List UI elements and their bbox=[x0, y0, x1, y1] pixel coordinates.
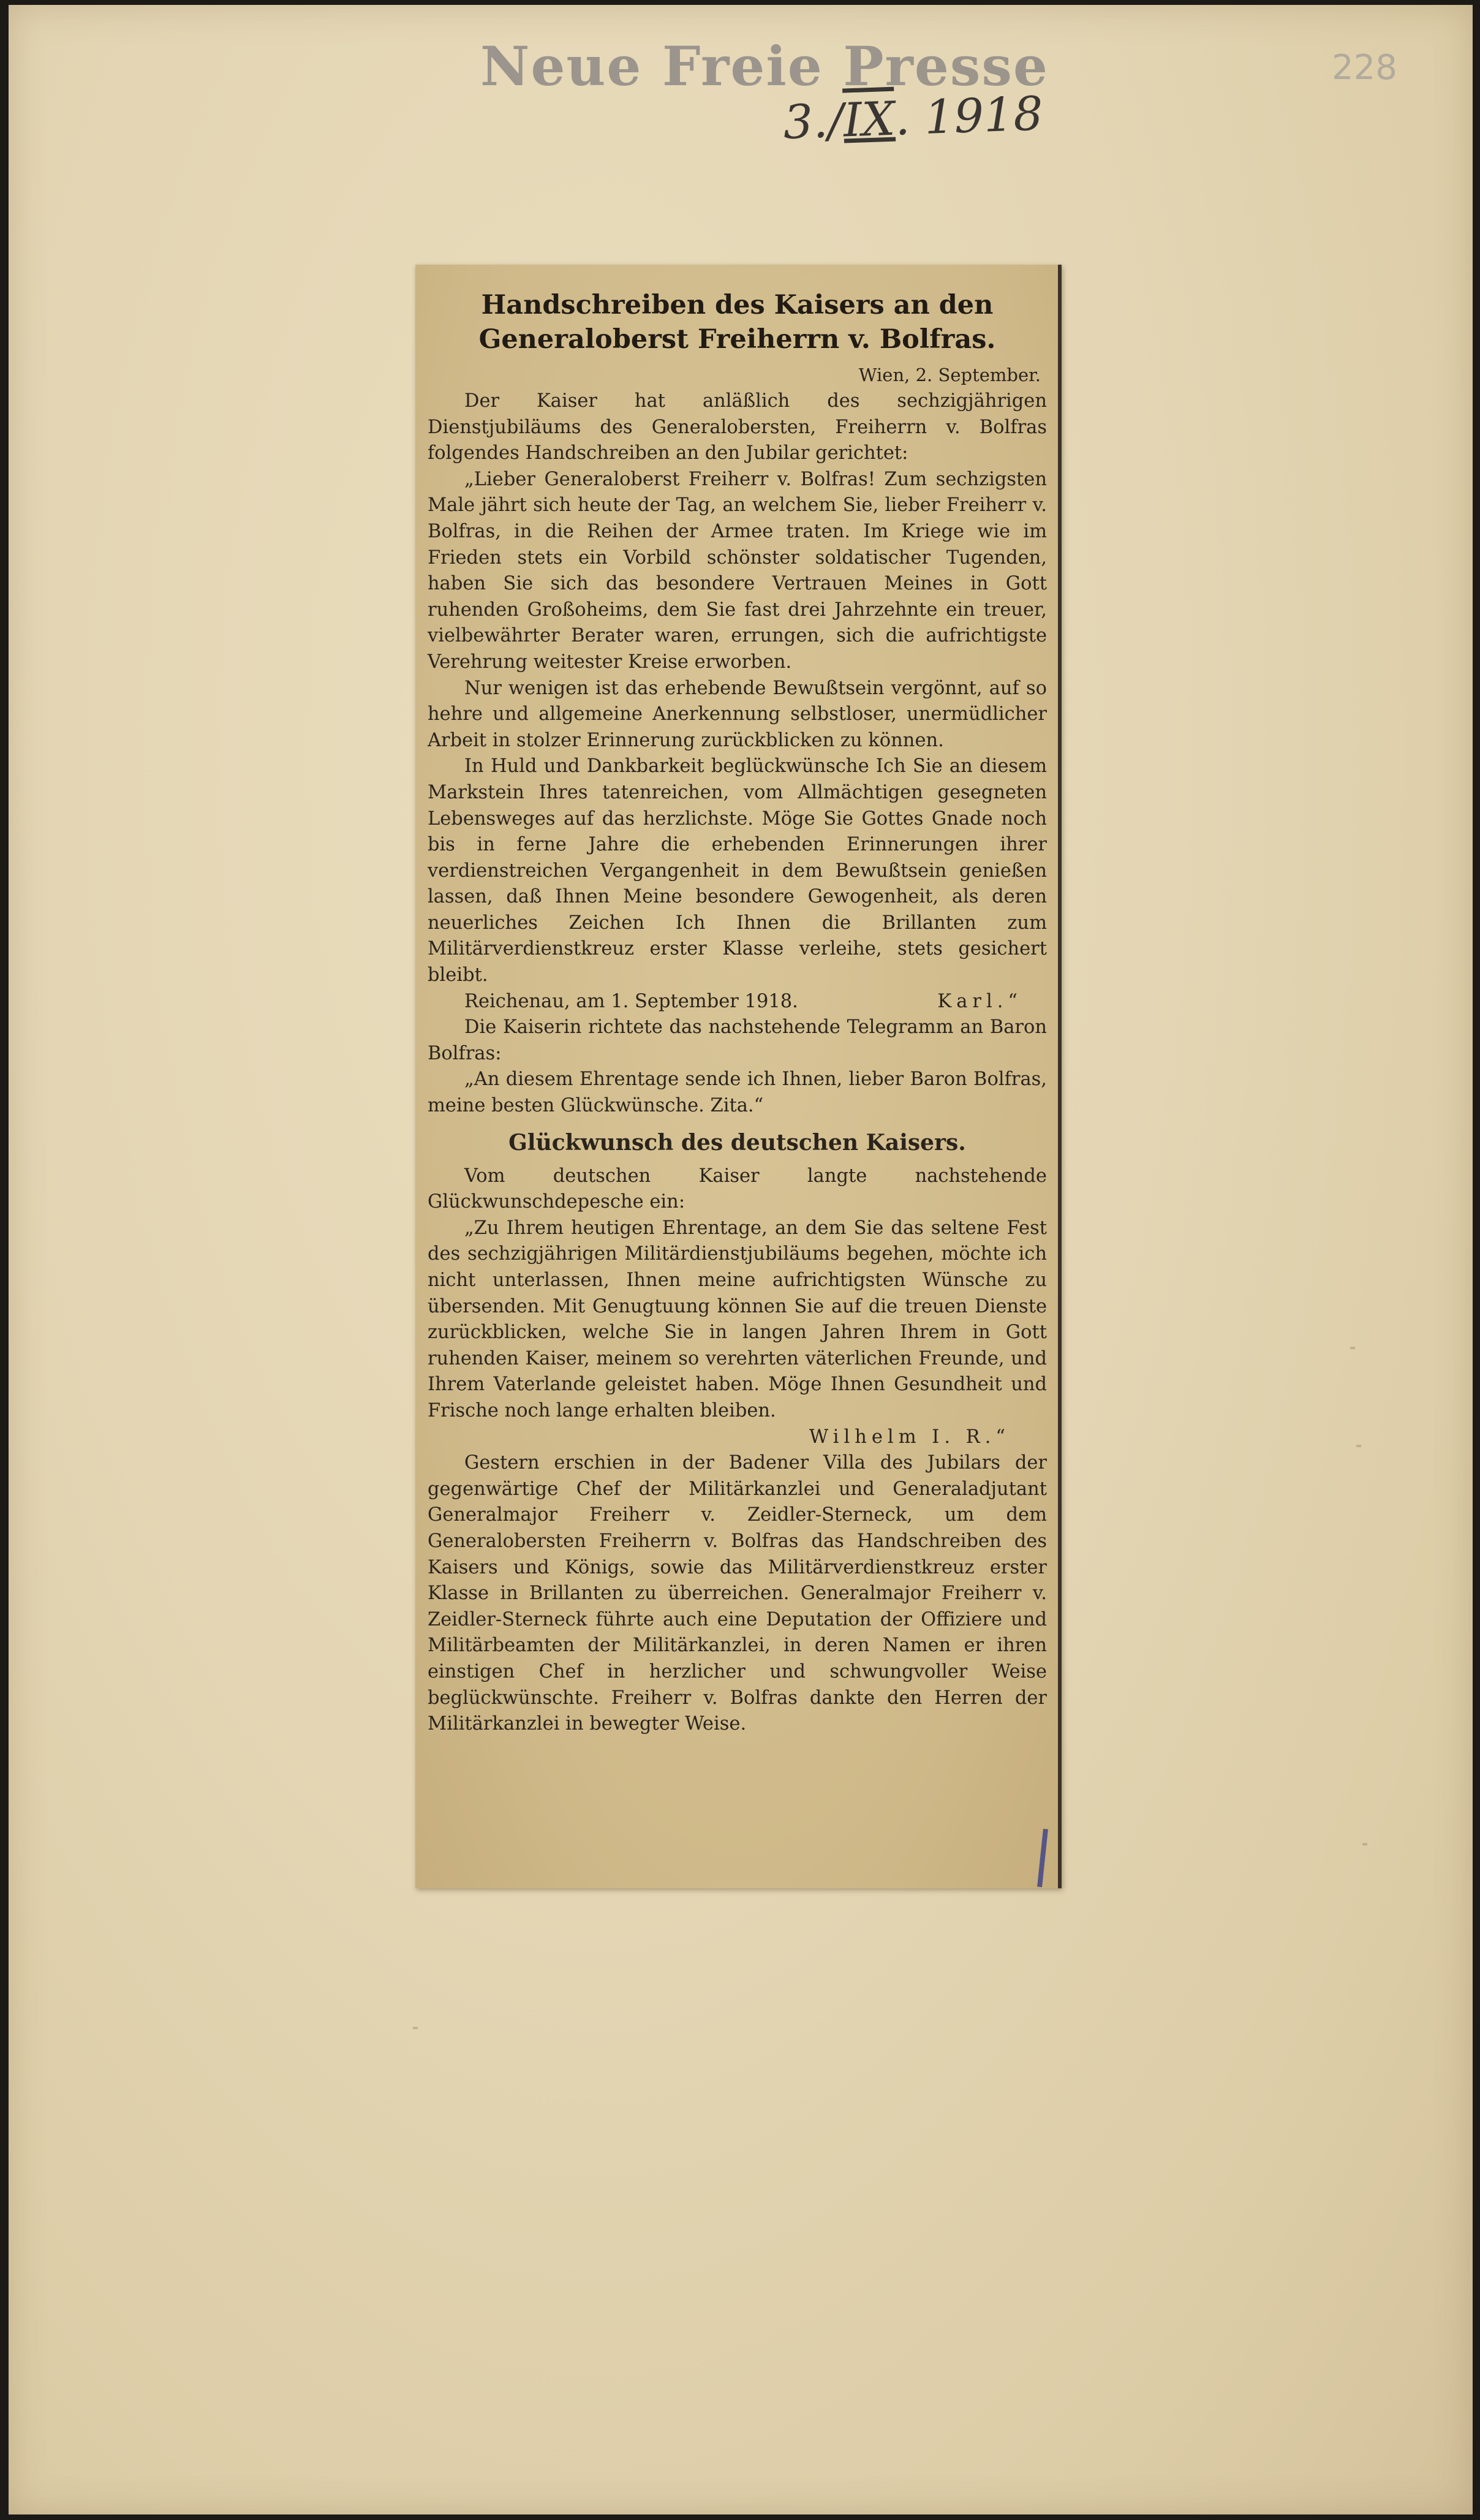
paper-spot bbox=[1356, 1445, 1361, 1447]
paper-spot bbox=[413, 2027, 418, 2029]
article-title: Handschreiben des Kaisers an den Generaloberst Freiherrn v. Bolfras. bbox=[478, 290, 996, 355]
place-date: Reichenau, am 1. September 1918. bbox=[464, 990, 798, 1012]
date-prefix: 3./ bbox=[782, 93, 845, 149]
page-number: 228 bbox=[1332, 48, 1397, 88]
telegram-paragraph: „An diesem Ehrentage sende ich Ihnen, lieber Baron Bolfras, meine besten Glückwünsche. Zita.“ bbox=[428, 1069, 1047, 1117]
date-suffix: . 1918 bbox=[894, 86, 1044, 146]
signature-karl: Karl.“ bbox=[937, 990, 1022, 1012]
article-subheading: Glückwunsch des deutschen Kaisers. bbox=[508, 1129, 966, 1156]
letter-paragraph: In Huld und Dankbarkeit beglückwünsche Ich Sie an diesem Markstein Ihres tatenreichen, vom Allmächtigen gesegneten Lebensweges auf das herzlichste. Möge Sie Gottes Gnade noch bis in ferne Jahre die erhebenden Erinnerungen ihrer verdienstreichen Vergangenheit in dem Bewußtsein genießen lassen, daß Ihnen Meine besondere Gewogenheit, als deren neuerliches Zeichen Ich Ihnen die Brillanten zum Militärverdienstkreuz erster Klasse verleihe, stets gesichert bleibt. bbox=[428, 755, 1047, 986]
newspaper-stamp: Neue Freie Presse bbox=[480, 34, 1049, 98]
telegram-paragraph: „Zu Ihrem heutigen Ehrentage, an dem Sie das seltene Fest des sechzigjährigen Militärdienstjubiläums begehen, möchte ich nicht unterlassen, Ihnen meine aufrichtigsten Wünsche zu übersenden. Mit Genugtuung können Sie auf die treuen Dienste zurückblicken, welche Sie in langen Jahren Ihrem in Gott ruhenden Kaiser, meinem so verehrten väterlichen Freunde, und Ihrem Vaterlande geleistet haben. Möge Ihnen Gesundheit und Frische noch lange erhalten bleiben. bbox=[428, 1217, 1047, 1421]
date-month: IX bbox=[842, 91, 896, 148]
letter-closing bbox=[428, 989, 1047, 1015]
article-paragraph: Der Kaiser hat anläßlich des sechzigjährigen Dienstjubiläums des Generalobersten, Freiherrn v. Bolfras folgendes Handschreiben an den Jubilar gerichtet: bbox=[428, 390, 1047, 464]
letter-paragraph: „Lieber Generaloberst Freiherr v. Bolfras! Zum sechzigsten Male jährt sich heute der Tag, an welchem Sie, lieber Freiherr v. Bolfras, in die Reihen der Armee traten. Im Kriege wie im Frieden stets ein Vorbild schönster soldatischer Tugenden, haben Sie sich das besondere Vertrauen Meines in Gott ruhenden Großoheims, dem Sie fast drei Jahrzehnte ein treuer, vielbewährter Berater waren, errungen, sich die aufrichtigste Verehrung weitester Kreise erworben. bbox=[428, 468, 1047, 673]
article-dateline: Wien, 2. September. bbox=[858, 365, 1041, 385]
paper-spot bbox=[1362, 1843, 1367, 1845]
newspaper-clipping bbox=[415, 265, 1062, 1888]
article-paragraph: Gestern erschien in der Badener Villa des Jubilars der gegenwärtige Chef der Militärkanzlei und Generaladjutant Generalmajor Freiherr v. Zeidler-Sterneck, um dem Generalobersten Freiherrn v. Bolfras das Handschreiben des Kaisers und Königs, sowie das Militärverdienstkreuz erster Klasse in Brillanten zu überreichen. Generalmajor Freiherr v. Zeidler-Sterneck führte auch eine Deputation der Offiziere und Militärbeamten der Militärkanzlei, in deren Namen er ihren einstigen Chef in herzlicher und schwungvoller Weise beglückwünschte. Freiherr v. Bolfras dankte den Herren der Militärkanzlei in bewegter Weise. bbox=[428, 1452, 1047, 1735]
handwritten-date bbox=[782, 86, 1044, 162]
article-paragraph: Die Kaiserin richtete das nachstehende Telegramm an Baron Bolfras: bbox=[428, 1016, 1047, 1064]
article-paragraph: Vom deutschen Kaiser langte nachstehende Glückwunschdepesche ein: bbox=[428, 1165, 1047, 1213]
letter-paragraph: Nur wenigen ist das erhebende Bewußtsein vergönnt, auf so hehre und allgemeine Anerkennung selbstloser, unermüdlicher Arbeit in stolzer Erinnerung zurückblicken zu können. bbox=[428, 677, 1047, 751]
signature-wilhelm: Wilhelm I. R.“ bbox=[809, 1426, 1010, 1448]
paper-spot bbox=[1350, 1347, 1355, 1349]
